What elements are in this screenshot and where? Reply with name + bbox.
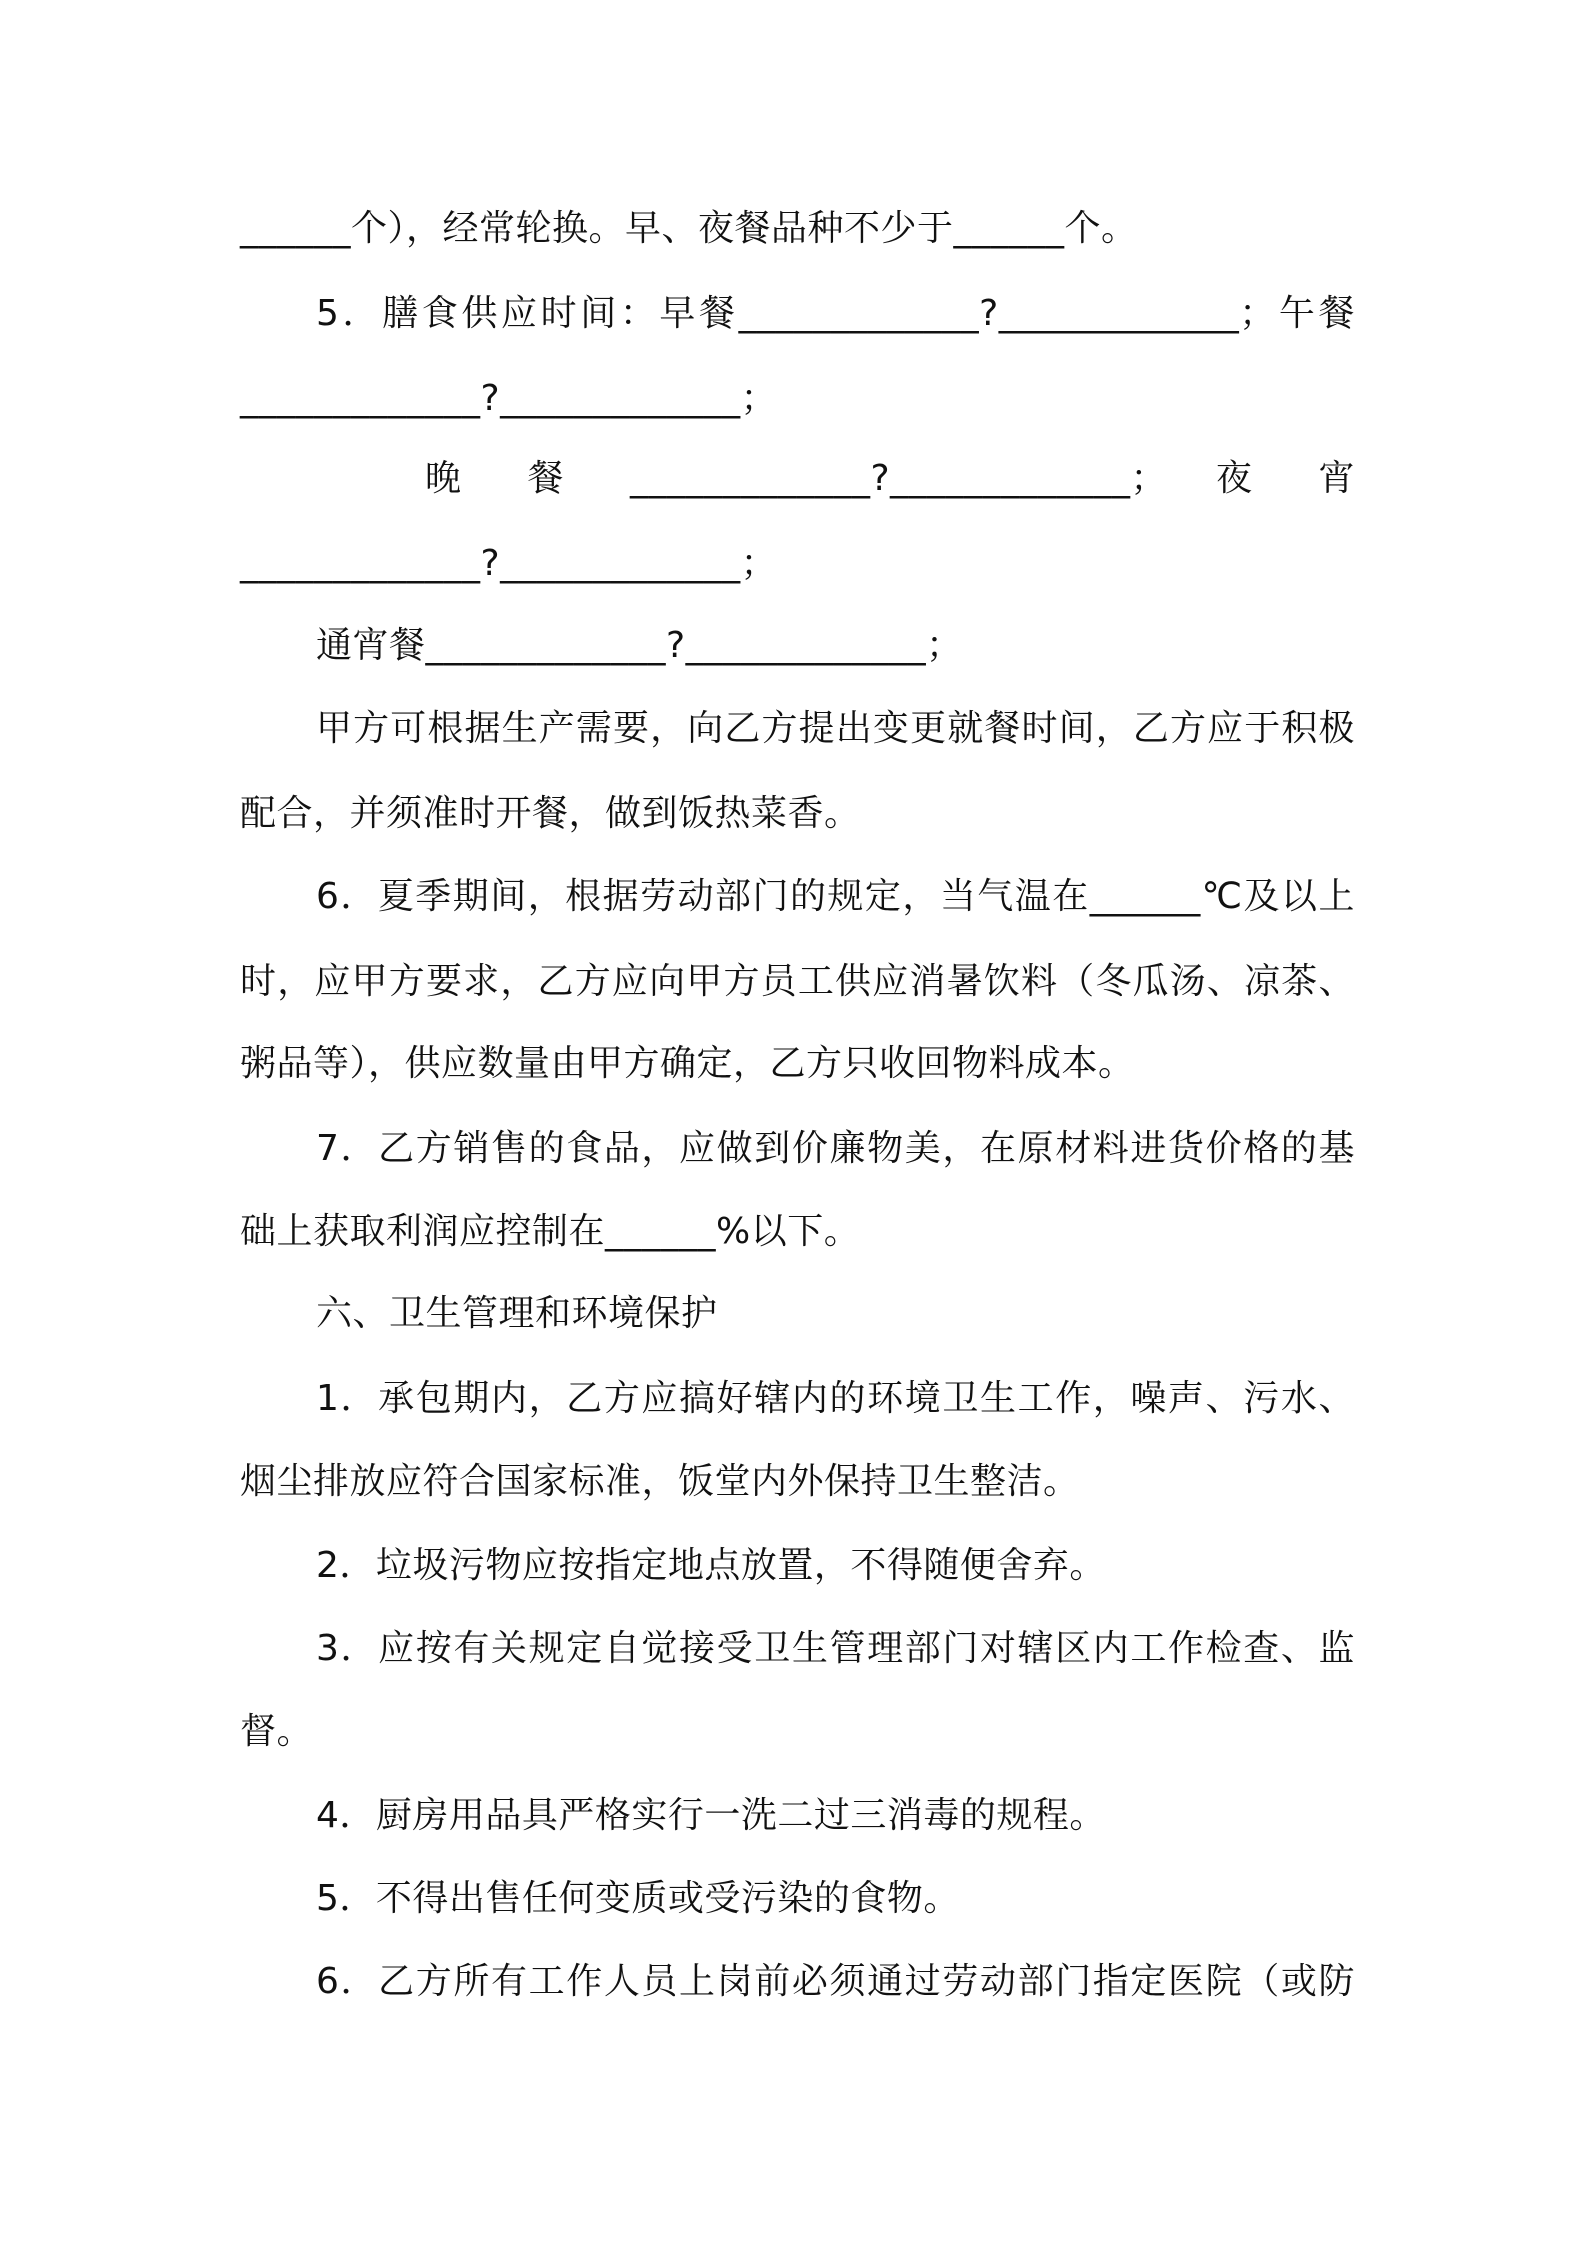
text-line: 晚 餐 _____________?_____________； 夜 宵: [425, 458, 1355, 499]
text-line: 5．不得出售任何变质或受污染的食物。: [316, 1878, 960, 1919]
text-line: 配合，并须准时开餐，做到饭热菜香。: [240, 793, 861, 834]
text-line: 甲方可根据生产需要，向乙方提出变更就餐时间，乙方应于积极: [316, 708, 1355, 749]
text-line: _____________?_____________；: [240, 543, 778, 584]
text-line: 7．乙方销售的食品，应做到价廉物美，在原材料进货价格的基: [316, 1128, 1355, 1169]
text-line: 通宵餐_____________?_____________；: [316, 625, 963, 666]
section-heading: 六、卫生管理和环境保护: [316, 1293, 718, 1334]
text-line: 督。: [240, 1711, 314, 1752]
text-line: 5．膳食供应时间：早餐_____________?_____________；午餐: [316, 293, 1355, 334]
text-line: 础上获取利润应控制在______%以下。: [240, 1211, 861, 1252]
text-line: 1．承包期内，乙方应搞好辖内的环境卫生工作，噪声、污水、: [316, 1378, 1355, 1419]
text-line: _____________?_____________；: [240, 378, 778, 419]
text-line: 烟尘排放应符合国家标准，饭堂内外保持卫生整洁。: [240, 1461, 1080, 1502]
text-line: 粥品等），供应数量由甲方确定，乙方只收回物料成本。: [240, 1043, 1135, 1084]
text-line: 6．乙方所有工作人员上岗前必须通过劳动部门指定医院（或防: [316, 1961, 1355, 2002]
text-line: ______个），经常轮换。早、夜餐品种不少于______个。: [240, 208, 1138, 249]
text-line: 时，应甲方要求，乙方应向甲方员工供应消暑饮料（冬瓜汤、凉茶、: [240, 961, 1355, 1002]
text-line: 6．夏季期间，根据劳动部门的规定，当气温在______℃及以上: [316, 876, 1355, 917]
text-line: 4．厨房用品具严格实行一洗二过三消毒的规程。: [316, 1795, 1106, 1836]
text-line: 3．应按有关规定自觉接受卫生管理部门对辖区内工作检查、监: [316, 1628, 1355, 1669]
text-line: 2．垃圾污物应按指定地点放置，不得随便舍弃。: [316, 1545, 1106, 1586]
